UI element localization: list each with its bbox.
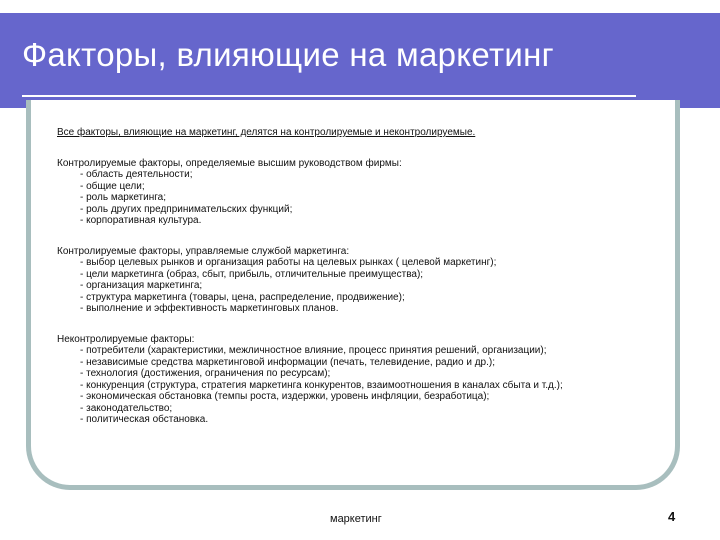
factor-group-marketing-service	[57, 246, 677, 315]
factor-list	[57, 345, 677, 426]
group-heading: Контролируемые факторы, управляемые службой маркетинга:	[57, 245, 350, 257]
slide-title: Факторы, влияющие на маркетинг	[22, 36, 554, 73]
list-item: - потребители (характеристики, межличностное влияние, процесс принятия решений, организации);	[80, 345, 547, 356]
list-item: - корпоративная культура.	[80, 215, 202, 226]
list-item: - технология (достижения, ограничения по ресурсам);	[80, 368, 331, 379]
factor-group-top-management	[57, 158, 677, 227]
list-item: - область деятельности;	[80, 169, 193, 180]
title-underline	[22, 95, 636, 97]
list-item: - общие цели;	[80, 180, 145, 192]
list-item: - законодательство;	[80, 402, 173, 414]
factor-group-uncontrolled	[57, 334, 677, 426]
factor-list	[57, 257, 677, 315]
list-item: - выполнение и эффективность маркетинговых планов.	[80, 303, 339, 314]
factor-list	[57, 169, 677, 227]
page-number: 4	[668, 509, 676, 524]
list-item: - организация маркетинга;	[80, 280, 203, 291]
list-item: - цели маркетинга (образ, сбыт, прибыль, отличительные преимущества);	[80, 268, 424, 280]
intro-text: Все факторы, влияющие на маркетинг, делятся на контролируемые и неконтролируемые.	[57, 127, 476, 138]
list-item: - экономическая обстановка (темпы роста, издержки, уровень инфляции, безработица);	[80, 391, 490, 402]
list-item: - выбор целевых рынков и организация работы на целевых рынках ( целевой маркетинг);	[80, 257, 497, 268]
list-item: - роль других предпринимательских функций;	[80, 203, 293, 215]
list-item: - независимые средства маркетинговой информации (печать, телевидение, радио и др.);	[80, 356, 495, 368]
list-item: - роль маркетинга;	[80, 192, 167, 203]
list-item: - структура маркетинга (товары, цена, распределение, продвижение);	[80, 291, 405, 303]
slide-body	[57, 127, 677, 445]
list-item: - конкуренция (структура, стратегия маркетинга конкурентов, взаимоотношения в каналах сбыта и т.д.);	[80, 379, 563, 391]
list-item: - политическая обстановка.	[80, 414, 209, 425]
group-heading: Контролируемые факторы, определяемые высшим руководством фирмы:	[57, 157, 402, 169]
footer-label: маркетинг	[330, 513, 382, 525]
group-heading: Неконтролируемые факторы:	[57, 333, 195, 345]
